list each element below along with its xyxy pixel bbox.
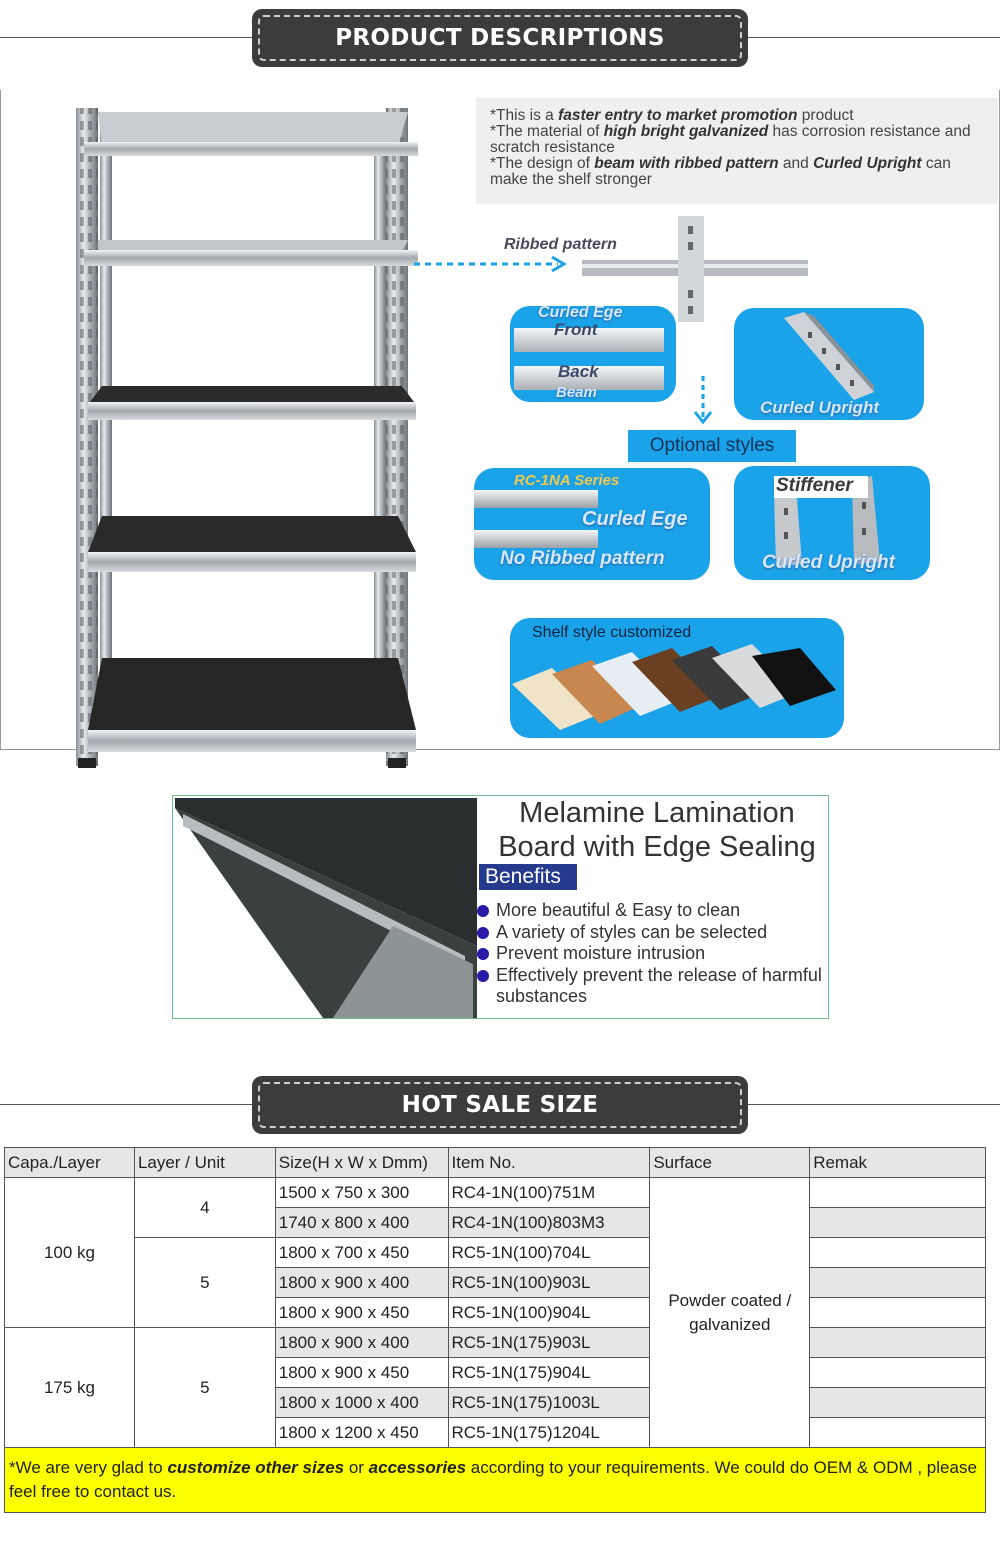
item-cell: RC5-1N(100)704L xyxy=(448,1238,650,1268)
remark-cell xyxy=(810,1178,986,1208)
item-cell: RC4-1N(100)803M3 xyxy=(448,1208,650,1238)
item-cell: RC4-1N(100)751M xyxy=(448,1178,650,1208)
feature-line: *This is a faster entry to market promotion product xyxy=(490,107,854,124)
column-header: Surface xyxy=(650,1148,810,1178)
item-cell: RC5-1N(175)1003L xyxy=(448,1388,650,1418)
melamine-title: Melamine Lamination Board with Edge Sealing xyxy=(498,797,816,863)
item-cell: RC5-1N(175)904L xyxy=(448,1358,650,1388)
layer-cell: 5 xyxy=(134,1328,275,1448)
shelf-style-panel: Shelf style customized xyxy=(510,618,844,738)
feature-line: *The design of beam with ribbed pattern and Curled Upright can make the shelf stronger xyxy=(490,155,951,188)
size-cell: 1740 x 800 x 400 xyxy=(275,1208,448,1238)
capacity-cell: 100 kg xyxy=(5,1178,135,1328)
table-row xyxy=(5,1238,986,1268)
hot-sale-size-table xyxy=(4,1147,986,1513)
section-banner-hot-sale-size xyxy=(252,1076,748,1134)
remark-cell xyxy=(810,1418,986,1448)
size-cell: 1800 x 1000 x 400 xyxy=(275,1388,448,1418)
column-header: Remak xyxy=(810,1148,986,1178)
optional-styles-label: Optional styles xyxy=(628,430,796,462)
remark-cell xyxy=(810,1268,986,1298)
melamine-board-image xyxy=(173,796,477,1018)
feature-line: *The material of high bright galvanized has corrosion resistance and scratch resistance xyxy=(490,123,971,156)
dashed-arrow-icon xyxy=(412,254,572,274)
layer-cell: 5 xyxy=(134,1238,275,1328)
section-banner-product-descriptions xyxy=(252,9,748,67)
column-header: Item No. xyxy=(448,1148,650,1178)
column-header: Capa./Layer xyxy=(5,1148,135,1178)
remark-cell xyxy=(810,1298,986,1328)
ribbed-pattern-label: Ribbed pattern xyxy=(504,236,617,253)
capacity-cell: 175 kg xyxy=(5,1328,135,1448)
size-cell: 1800 x 1200 x 450 xyxy=(275,1418,448,1448)
table-header-row xyxy=(5,1148,986,1178)
shelf-unit-illustration xyxy=(62,102,444,770)
surface-cell: Powder coated / galvanized xyxy=(650,1178,810,1448)
melamine-board-panel xyxy=(172,795,829,1019)
item-cell: RC5-1N(100)904L xyxy=(448,1298,650,1328)
benefit-item: Prevent moisture intrusion xyxy=(475,943,825,965)
remark-cell xyxy=(810,1238,986,1268)
item-cell: RC5-1N(100)903L xyxy=(448,1268,650,1298)
benefits-label: Benefits xyxy=(479,864,577,890)
feature-highlights xyxy=(476,98,998,204)
size-cell: 1800 x 900 x 450 xyxy=(275,1298,448,1328)
remark-cell xyxy=(810,1208,986,1238)
remark-cell xyxy=(810,1388,986,1418)
size-cell: 1800 x 900 x 400 xyxy=(275,1268,448,1298)
customization-note: *We are very glad to customize other sizes or accessories according to your requirements. We could do OEM & ODM , please feel free to contact us. xyxy=(5,1448,986,1513)
size-cell: 1800 x 700 x 450 xyxy=(275,1238,448,1268)
customization-note-row xyxy=(5,1448,986,1513)
remark-cell xyxy=(810,1358,986,1388)
benefit-item: Effectively prevent the release of harmful substances xyxy=(475,965,825,1008)
item-cell: RC5-1N(175)903L xyxy=(448,1328,650,1358)
shelf-color-swatches xyxy=(510,644,844,738)
stiffener-panel: Stiffener Curled Upright xyxy=(734,466,930,580)
down-arrow-icon xyxy=(692,374,714,426)
curled-upright-panel: Curled Upright xyxy=(734,308,924,420)
item-cell: RC5-1N(175)1204L xyxy=(448,1418,650,1448)
curled-edge-beam-panel: Curled Ege Front Back Beam xyxy=(510,306,676,402)
remark-cell xyxy=(810,1328,986,1358)
size-cell: 1800 x 900 x 450 xyxy=(275,1358,448,1388)
size-cell: 1800 x 900 x 400 xyxy=(275,1328,448,1358)
table-row xyxy=(5,1328,986,1358)
column-header: Layer / Unit xyxy=(134,1148,275,1178)
layer-cell: 4 xyxy=(134,1178,275,1238)
table-row xyxy=(5,1178,986,1208)
benefits-list xyxy=(475,900,825,1008)
section-title: HOT SALE SIZE xyxy=(401,1092,599,1118)
benefit-item: A variety of styles can be selected xyxy=(475,922,825,944)
rc-1na-series-panel: RC-1NA Series Curled Ege No Ribbed pattern xyxy=(474,468,710,580)
column-header: Size(H x W x Dmm) xyxy=(275,1148,448,1178)
size-cell: 1500 x 750 x 300 xyxy=(275,1178,448,1208)
benefit-item: More beautiful & Easy to clean xyxy=(475,900,825,922)
section-title: PRODUCT DESCRIPTIONS xyxy=(335,25,665,51)
